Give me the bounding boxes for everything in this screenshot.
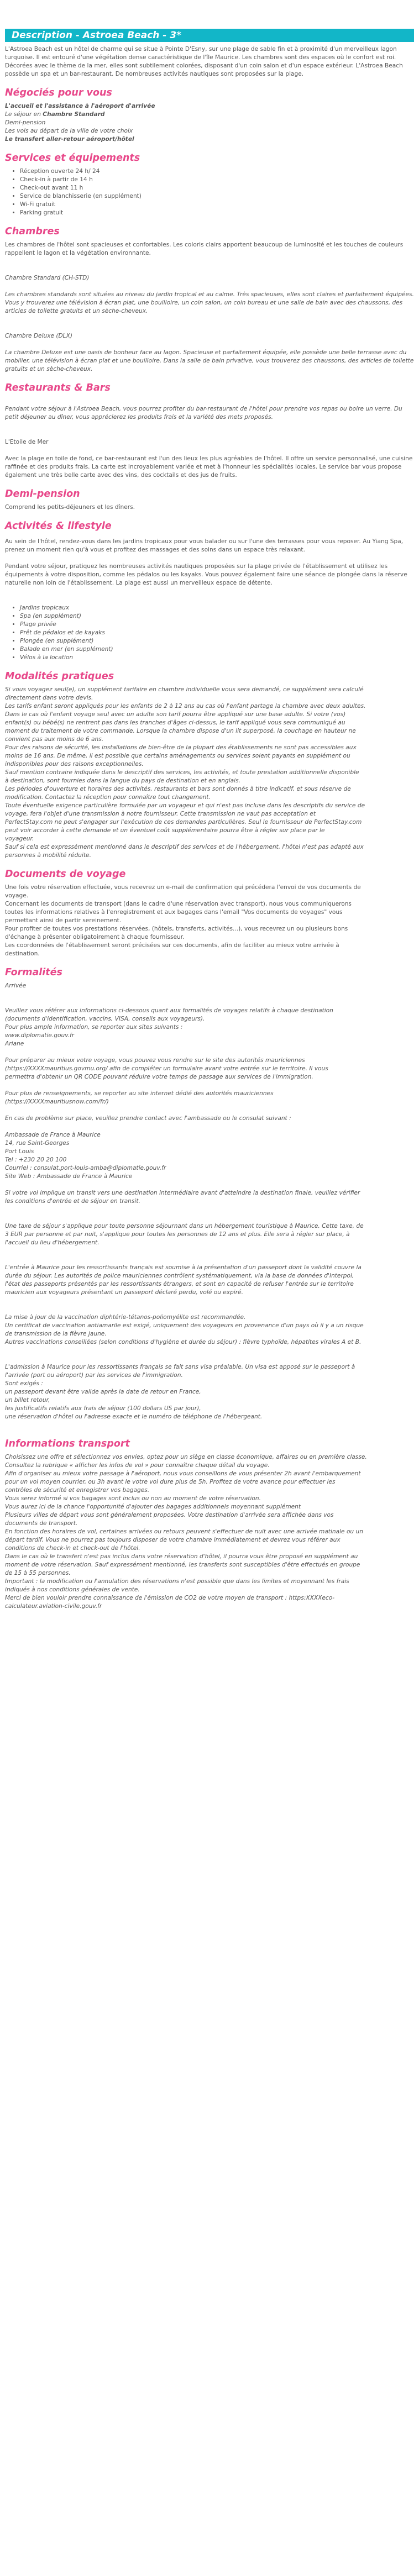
room-text-standard: Les chambres standards sont situées au niveau du jardin tropical et au calme. Très spacieuses, elles sont claires et parfaitement équipées. Vous y trouverez une télévision à écran plat, une bouilloire, un coin salon, un coin bureau et une salle de bain avec des chaussons, des articles de toilette gratuits et un sèche-cheveux. (5, 291, 414, 314)
text-line: Une taxe de séjour s'applique pour toute personne séjournant dans un hébergement touristique à Maurice. Cette taxe, de (5, 1223, 364, 1229)
text-line: Si vous voyagez seul(e), un supplément tarifaire en chambre individuelle vous sera demandé, ce supplément sera calculé (5, 686, 364, 693)
section-heading-chambres: Chambres (5, 226, 60, 237)
text-line: Veuillez vous référer aux informations ci-dessous quant aux formalités de voyages relatifs à chaque destination (5, 1007, 333, 1014)
text-line: de 15 à 55 personnes. (5, 1570, 71, 1576)
text-line: contrôles de sécurité et enregistrer vos bagages. (5, 1487, 150, 1494)
list-item: • Prêt de pédalos et de kayaks (20, 629, 414, 637)
text-line: directement dans votre devis. (5, 695, 93, 701)
section-heading-demipension: Demi-pension (5, 488, 80, 500)
text-line: moins de 16 ans. De même, il est possible que certains aménagements ou services soient payants en supplément ou (5, 753, 350, 759)
page-title: Description - Astroea Beach - 3* (12, 30, 181, 41)
text-line: l'accueil du lieu d'hébergement. (5, 1239, 99, 1246)
text-line: Vous serez informé si vos bagages sont inclus ou non au moment de votre réservation. (5, 1495, 261, 1502)
text-line: 3 EUR par personne et par nuit, s'applique pour toutes les personnes de 12 ans et plus. Elle sera à régler sur place, à (5, 1231, 350, 1238)
text-line: les conditions d'entrée et de séjour en transit. (5, 1198, 140, 1205)
text-line: mauricien aux voyageurs présentant un passeport déclaré perdu, volé ou expiré. (5, 1289, 243, 1296)
formalites-block (5, 1189, 414, 1206)
text-line: Les tarifs enfant seront appliqués pour les enfants de 2 à 12 ans au cas où l'enfant partage la chambre avec deux adultes. (5, 703, 366, 709)
text-line: l'arrivée (port ou aéroport) par les services de l'immigration. (5, 1372, 183, 1379)
text-line: Sauf si cela est expressément mentionné dans le descriptif des services et de l'hébergement, l'hôtel n'est pas adapté aux (5, 844, 364, 850)
text-line: Pour profiter de toutes vos prestations réservées, (hôtels, transferts, activités...), vous recevrez un ou plusieurs bons (5, 926, 348, 932)
text-line: Un certificat de vaccination antiamarile est exigé, uniquement des voyageurs en provenance d'un pays où il y a un risque (5, 1322, 364, 1329)
list-item: • Parking gratuit (20, 209, 414, 217)
negocie-line: L'accueil et l'assistance à l'aéroport d'arrivée (5, 103, 155, 109)
section-heading-restaurants: Restaurants & Bars (5, 382, 111, 393)
list-item: • Balade en mer (en supplément) (20, 645, 414, 654)
text-line: En cas de problème sur place, veuillez prendre contact avec l'ambassade ou le consulat suivant : (5, 1115, 291, 1122)
text-line: Vous aurez ici de la chance l'opportunité d'ajouter des bagages additionnels moyennant supplément (5, 1503, 301, 1510)
text-line: toutes les informations relatives à l'enregistrement et aux bagages dans l'email "Vos documents de voyages" vous (5, 909, 343, 916)
list-item: • Jardins tropicaux (20, 604, 414, 612)
text-line: PerfectStay.com ne peut s'engager sur l'exécution de ces demandes particulières. Seul le fournisseur de PerfectStay.com (5, 819, 362, 826)
room-text-deluxe: La chambre Deluxe est une oasis de bonheur face au lagon. Spacieuse et parfaitement équipée, elle possède une belle terrasse avec du mobilier, une télévision à écran plat et une bouilloire. Dans la salle de bain privative, vous trouverez des chaussons, des articles de toilette gratuits et un sèche-cheveux. (5, 349, 414, 372)
text-line: Pour plus de renseignements, se reporter au site internet dédié des autorités mauriciennes (5, 1090, 274, 1097)
text-line: voyage. (5, 892, 29, 899)
text-line: Afin d'organiser au mieux votre passage à l'aéroport, nous vous conseillons de vous présenter 2h avant l'embarquement (5, 1470, 361, 1477)
text-line: Choisissez une offre et sélectionnez vos envies, optez pour un siège en classe économique, affaires ou en première classe. (5, 1454, 367, 1460)
restaurant-title: L'Etoile de Mer (5, 439, 49, 445)
text-line: Port Louis (5, 1148, 34, 1155)
restaurants-text: Pendant votre séjour à l'Astroea Beach, vous pourrez profiter du bar-restaurant de l'hôtel pour prendre vos repas ou boire un verre. Du petit déjeuner au dîner, vous apprécierez les produits frais et la variété des mets proposés. (5, 406, 402, 420)
documents-text (5, 884, 414, 958)
text-line: Pour des raisons de sécurité, les installations de bien-être de la plupart des établissements ne sont pas accessibles aux (5, 744, 357, 751)
text-line: un passeport devant être valide après la date de retour en France, (5, 1389, 201, 1395)
text-line: Tel : +230 20 20 100 (5, 1156, 67, 1163)
text-line: (https://XXXXmauritiusnow.com/fr/) (5, 1098, 109, 1105)
text-line: Pour plus ample information, se reporter aux sites suivants : (5, 1024, 183, 1031)
text-line: indisponibles pour des raisons exceptionnelles. (5, 761, 144, 767)
negocie-line: Le transfert aller-retour aéroport/hôtel (5, 136, 134, 143)
formalites-block (5, 1090, 414, 1106)
transport-text (5, 1453, 414, 1611)
text-line: Merci de bien vouloir prendre connaissance de l'émission de CO2 de votre moyen de transport : https:XXXXeco- (5, 1595, 335, 1601)
negocie-line: Le séjour en Chambre Standard (5, 111, 105, 118)
text-line: Consultez la rubrique « afficher les infos de vol » pour connaître chaque détail du voyage. (5, 1462, 270, 1469)
text-line: L'entrée à Maurice pour les ressortissants français est soumise à la présentation d'un passeport dont la validité couvre la (5, 1264, 362, 1271)
demipension-text: Comprend les petits-déjeuners et les dîners. (5, 504, 135, 511)
text-line: Important : la modification ou l'annulation des réservations n'est possible que dans les limites et moyennant les frais (5, 1578, 349, 1585)
formalites-block (5, 1222, 414, 1247)
list-item: • Réception ouverte 24 h/ 24 (20, 167, 414, 176)
text-line: moment de votre réservation. Sauf expressément mentionné, les transferts sont susceptibles d'être effectués en groupe (5, 1562, 360, 1568)
text-line: Si votre vol implique un transit vers une destination intermédiaire avant d'atteindre la destination finale, veuillez vérifier (5, 1190, 360, 1196)
text-line: Dans le cas où le transfert n'est pas inclus dans votre réservation d'hôtel, il pourra vous être proposé en supplément au (5, 1553, 358, 1560)
formalites-block (5, 1264, 414, 1297)
text-line: conditions de check-in et check-out de l'hôtel. (5, 1545, 140, 1552)
negocie-line: Les vols au départ de la ville de votre choix (5, 128, 133, 134)
text-line: Plusieurs villes de départ vous sont généralement proposées. Votre destination d'arrivée sera affichée dans vos (5, 1512, 334, 1518)
section-heading-modalites: Modalités pratiques (5, 671, 114, 682)
formalites-block (5, 1056, 414, 1081)
list-item: • Service de blanchisserie (en supplément) (20, 192, 414, 201)
text-line: En fonction des horaires de vol, certaines arrivées ou retours peuvent s'effectuer de nuit avec une arrivée matinale ou un (5, 1528, 363, 1535)
section-heading-services: Services et équipements (5, 153, 140, 164)
activites-list (5, 604, 414, 662)
negocie-line: Demi-pension (5, 119, 46, 126)
negocie-list (5, 102, 414, 144)
section-heading-activites: Activités & lifestyle (5, 521, 112, 532)
text-line: documents de transport. (5, 1520, 78, 1527)
text-line: Ambassade de France à Maurice (5, 1132, 101, 1138)
text-line: Ariane (5, 1040, 24, 1047)
text-line: les justificatifs relatifs aux frais de séjour (100 dollars US par jour), (5, 1405, 201, 1412)
section-heading-documents: Documents de voyage (5, 869, 126, 880)
section-heading-negocie: Négociés pour vous (5, 87, 112, 98)
text-line: enfant(s) ou bébé(s) ne rentrent pas dans les tranches d'âges ci-dessus, le tarif appliqué vous sera communiqué au (5, 719, 345, 726)
list-item: • Vélos à la location (20, 654, 414, 662)
title-banner (5, 29, 414, 42)
text-line: indiqués à nos conditions générales de vente. (5, 1586, 140, 1593)
text-line: convient pas aux moins de 6 ans. (5, 736, 104, 743)
list-item: • Wi-Fi gratuit (20, 201, 414, 209)
text-line: www.diplomatie.gouv.fr (5, 1032, 75, 1039)
text-line: Les coordonnées de l'établissement seront précisées sur ces documents, afin de faciliter au mieux votre arrivée à (5, 942, 339, 949)
text-line: 14, rue Saint-Georges (5, 1140, 70, 1147)
text-line: peut voir accorder à cette demande et un éventuel coût supplémentaire pourra être à régler sur place par le (5, 827, 325, 834)
text-line: modification. Contactez la réception pour connaître tout changement. (5, 794, 211, 801)
room-title-standard: Chambre Standard (CH-STD) (5, 275, 90, 281)
formalites-block (5, 1007, 414, 1048)
formalites-block (5, 1114, 414, 1123)
text-line: personnes à mobilité réduite. (5, 852, 91, 859)
text-line: d'échange à présenter obligatoirement à chaque fournisseur. (5, 934, 185, 940)
text-line: Dans le cas où l'enfant voyage seul avec un adulte son tarif pourra être appliqué sur une base adulte. Si votre (vos) (5, 711, 346, 718)
text-line: Autres vaccinations conseillées (selon conditions d'hygiène et durée du séjour) : fièvre typhoïde, hépatites virales A et B. (5, 1339, 362, 1345)
list-item: • Plage privée (20, 621, 414, 629)
list-item: • Spa (en supplément) (20, 612, 414, 621)
services-list (5, 167, 414, 217)
text-line: Une fois votre réservation effectuée, vous recevrez un e-mail de confirmation qui précédera l'envoi de vos documents de (5, 884, 361, 891)
text-line: l'état des passeports présentés par les ressortissants étrangers, et sont en capacité de refuser l'entrée sur le territoire (5, 1281, 354, 1287)
list-item: • Plongée (en supplément) (20, 637, 414, 645)
text-line: Toute éventuelle exigence particulière formulée par un voyageur et qui n'est pas incluse dans les descriptifs du service de (5, 802, 365, 809)
text-line: moment du traitement de votre commande. Lorsque la chambre dispose d'un lit superposé, la couchage en hauteur ne (5, 728, 356, 734)
formalites-arrivee: Arrivée (5, 982, 27, 989)
text-line: pour un vol moyen courrier, ou 3h avant le votre vol dure plus de 5h. Profitez de votre avance pour effectuer les (5, 1479, 336, 1485)
text-line: Sauf mention contraire indiquée dans le descriptif des services, les activités, et toute prestation additionnelle disponible (5, 769, 359, 776)
text-line: voyageur. (5, 835, 34, 842)
page (0, 29, 419, 1611)
restaurant-text: Avec la plage en toile de fond, ce bar-restaurant est l'un des lieux les plus agréables de l'hôtel. Il offre un service personnalisé, une cuisine raffinée et des produits frais. La carte est incroyablement variée et met à l'honneur les spécialités locales. Le service bar vous propose également une très belle carte avec des vins, des cocktails et des jus de fruits. (5, 455, 413, 479)
text-line: Concernant les documents de transport (dans le cadre d'une réservation avec transport), nous vous communiquerons (5, 901, 352, 907)
text-line: un billet retour, (5, 1397, 50, 1403)
text-line: Site Web : Ambassade de France à Maurice (5, 1173, 133, 1180)
formalites-block (5, 1363, 414, 1421)
room-title-deluxe: Chambre Deluxe (DLX) (5, 333, 72, 339)
intro-text: L'Astroea Beach est un hôtel de charme qui se situe à Pointe D'Esny, sur une plage de sable fin et à proximité d'un merveilleux lagon turquoise. Il est entouré d'une végétation dense caractéristique de l'île Maurice. Les chambres sont des espaces où le confort est roi. Décorées avec le thème de la mer, elles sont subtilement colorées, disposant d'un coin salon et d'un espace extérieur. L'Astroea Beach possède un spa et un bar-restaurant. De nombreuses activités nautiques sont proposées sur la plage. (5, 46, 403, 77)
text-line: Courriel : consulat.port-louis-amba@diplomatie.gouv.fr (5, 1165, 166, 1171)
formalites-block (5, 1313, 414, 1347)
text-line: Les périodes d'ouverture et horaires des activités, restaurants et bars sont donnés à titre indicatif, et sous réserve de (5, 786, 351, 792)
text-line: destination. (5, 950, 40, 957)
list-item: • Check-in à partir de 14 h (20, 176, 414, 184)
text-line: durée du séjour. Les autorités de police mauriciennes contrôlent systématiquement, via la base de données d'Interpol, (5, 1273, 354, 1279)
text-line: L'admission à Maurice pour les ressortissants français se fait sans visa préalable. Un visa est apposé sur le passeport à (5, 1364, 355, 1370)
modalites-text (5, 686, 414, 860)
text-line: de transmission de la fièvre jaune. (5, 1331, 107, 1337)
text-line: calculateur.aviation-civile.gouv.fr (5, 1603, 102, 1610)
text-line: à destination, sont fournies dans la langue du pays de destination et en anglais. (5, 777, 240, 784)
text-line: Sont exigés : (5, 1380, 43, 1387)
text-line: La mise à jour de la vaccination diphtérie-tétanos-poliomyélite est recommandée. (5, 1314, 246, 1321)
text-line: voyage, fera l'objet d'une transmission à notre fournisseur. Cette transmission ne vaut pas acceptation et (5, 811, 316, 817)
activites-text: Pendant votre séjour, pratiquez les nombreuses activités nautiques proposées sur la plage privée de l'établissement et utilisez les équipements à votre disposition, comme les pédalos ou les kayaks. Vous pouvez également faire une séance de plongée dans la réserve naturelle non loin de l'établissement. La plage est aussi un merveilleux espace de détente. (5, 563, 407, 586)
section-heading-formalites: Formalités (5, 967, 62, 978)
text-line: permettra d'obtenir un QR CODE pouvant réduire votre temps de passage aux services de l'immigration. (5, 1074, 313, 1080)
section-heading-transport: Informations transport (5, 1438, 130, 1449)
text-line: (documents d'identification, vaccins, VISA, conseils aux voyageurs). (5, 1016, 205, 1022)
text-line: départ tardif. Vous ne pourrez pas toujours disposer de votre chambre immédiatement et devrez vous référer aux (5, 1537, 341, 1543)
activites-text: Au sein de l'hôtel, rendez-vous dans les jardins tropicaux pour vous balader ou sur l'une des terrasses pour vous reposer. Au Yiang Spa, prenez un moment rien qu'à vous et profitez des massages et des soins dans un espace très relaxant. (5, 538, 404, 553)
text-line: permettant ainsi de partir sereinement. (5, 917, 122, 924)
text-line: (https://XXXXmauritius.govmu.org/ afin de compléter un formulaire avant votre entrée sur le territoire. Il vous (5, 1065, 328, 1072)
embassy-block (5, 1131, 414, 1181)
chambres-intro: Les chambres de l'hôtel sont spacieuses et confortables. Les coloris clairs apportent beaucoup de luminosité et les touches de couleurs rappellent le lagon et la végétation environnante. (5, 241, 404, 256)
list-item: • Check-out avant 11 h (20, 184, 414, 192)
text-line: Pour préparer au mieux votre voyage, vous pouvez vous rendre sur le site des autorités mauriciennes (5, 1057, 305, 1064)
text-line: une réservation d'hôtel ou l'adresse exacte et le numéro de téléphone de l'hébergeant. (5, 1413, 263, 1420)
